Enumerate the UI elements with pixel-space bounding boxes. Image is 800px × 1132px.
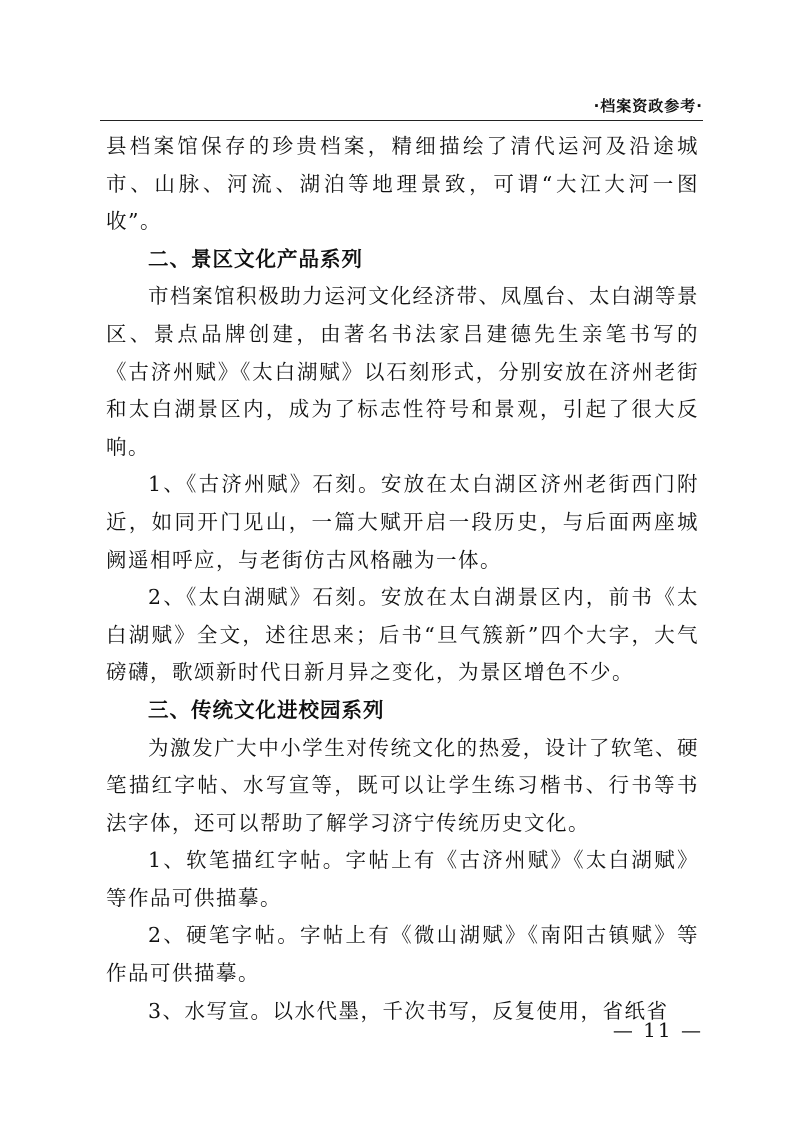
paragraph: 市档案馆积极助力运河文化经济带、凤凰台、太白湖等景区、景点品牌创建，由著名书法家吕建德先生亲笔书写的《古济州赋》《太白湖赋》以石刻形式，分别安放在济州老街和太白湖景区内，成为了标志性符号和景观，引起了很大反响。 <box>106 284 699 459</box>
paragraph: 1、《古济州赋》石刻。安放在太白湖区济州老街西门附近，如同开门见山，一篇大赋开启一段历史，与后面两座城阙遥相呼应，与老街仿古风格融为一体。 <box>106 472 699 572</box>
document-body <box>106 128 699 1030</box>
page-number: — 11 — <box>612 1018 703 1042</box>
section-heading-3: 三、传统文化进校园系列 <box>148 697 385 722</box>
paragraph: 为激发广大中小学生对传统文化的热爱，设计了软笔、硬笔描红字帖、水写宣等，既可以让学生练习楷书、行书等书法字体，还可以帮助了解学习济宁传统历史文化。 <box>106 735 699 835</box>
paragraph-continued: 县档案馆保存的珍贵档案，精细描绘了清代运河及沿途城市、山脉、河流、湖泊等地理景致，可谓“大江大河一图收”。 <box>106 134 699 234</box>
section-heading-2: 二、景区文化产品系列 <box>148 246 363 271</box>
paragraph: 2、硬笔字帖。字帖上有《微山湖赋》《南阳古镇赋》等作品可供描摹。 <box>106 923 699 986</box>
paragraph: 2、《太白湖赋》石刻。安放在太白湖景区内，前书《太白湖赋》全文，述往思来；后书“旦气簇新”四个大字，大气磅礴，歌颂新时代日新月异之变化，为景区增色不少。 <box>106 585 699 685</box>
paragraph: 3、水写宣。以水代墨，千次书写，反复使用，省纸省 <box>148 998 669 1023</box>
paragraph: 1、软笔描红字帖。字帖上有《古济州赋》《太白湖赋》等作品可供描摹。 <box>106 848 699 910</box>
running-header: ·档案资政参考· <box>593 97 703 115</box>
header-divider <box>100 120 703 121</box>
